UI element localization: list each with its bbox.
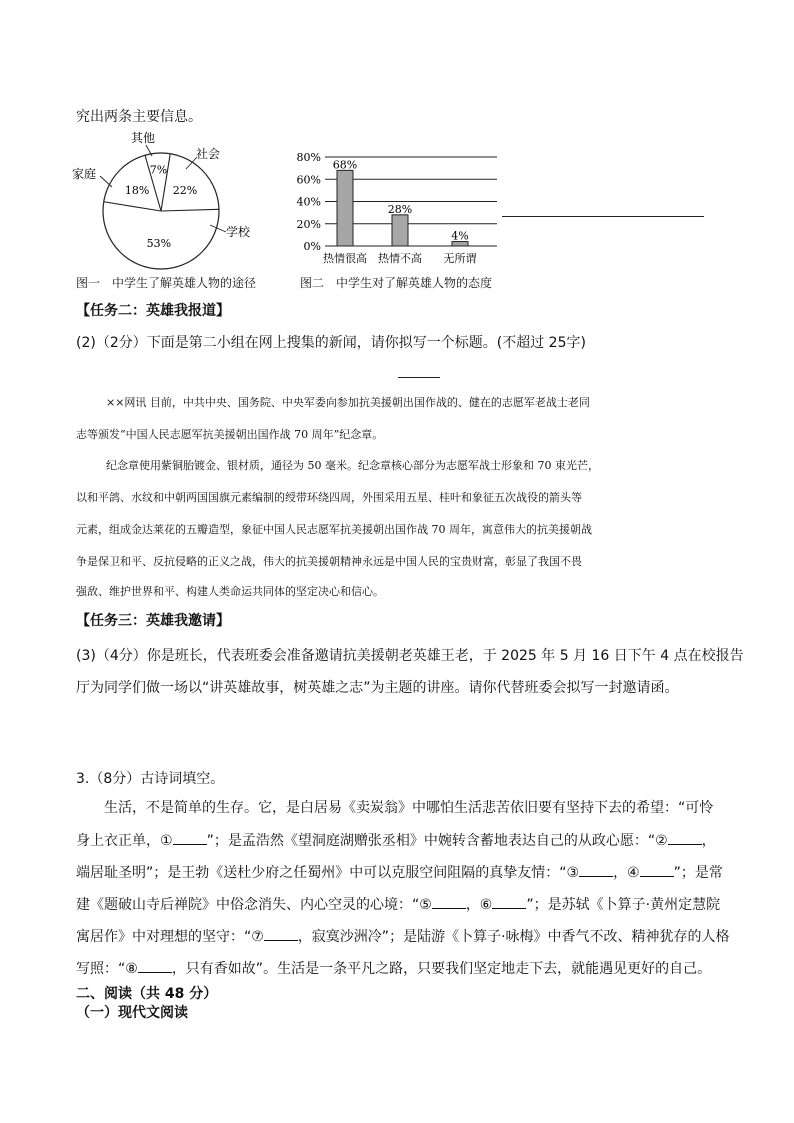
q3-line — [76, 958, 711, 978]
pie-category-label: 社会 — [196, 147, 221, 161]
pie-percent-label: 22% — [172, 183, 198, 197]
x-tick-label: 热情不高 — [378, 252, 422, 265]
q3-text: 建《题破山寺后禅院》中俗念消失、内心空灵的心境：“⑤ — [76, 897, 432, 913]
x-tick-label: 无所谓 — [443, 252, 477, 265]
q3-line: 生活，不是简单的生存。它，是白居易《卖炭翁》中哪怕生活悲苦依旧要有坚持下去的希望：“可怜 — [104, 800, 714, 816]
blank-5[interactable] — [432, 894, 466, 909]
intro-line: 究出两条主要信息。 — [76, 109, 202, 125]
q3-text: 寓居作》中对理想的坚守：“⑦ — [76, 929, 264, 945]
section2-heading: 二、阅读（共 48 分） — [76, 986, 218, 1002]
q3-text: 身上衣正单，① — [76, 833, 173, 849]
news-line: 纪念章使用紫铜胎镀金、银材质，通径为 50 毫米。纪念章核心部分为志愿军战士形象和 70 束光芒， — [106, 459, 599, 472]
q3-text: ”；是常 — [673, 865, 723, 881]
pie-category-label: 学校 — [226, 225, 251, 239]
blank-1[interactable] — [173, 830, 207, 845]
q3-text: ，④ — [613, 865, 640, 881]
pie-percent-label: 18% — [124, 183, 150, 197]
pie-leader-line — [100, 176, 112, 187]
task2-question: （2分）下面是第二小组在网上搜集的新闻，请你拟写一个标题。(不超过 25字) — [95, 335, 586, 351]
pie-category-label: 其他 — [131, 131, 156, 145]
blank-2[interactable] — [668, 830, 702, 845]
pie-percent-label: 53% — [146, 236, 172, 250]
q3-text: ”；是苏轼《卜算子·黄州定慧院 — [526, 897, 721, 913]
pie-percent-label: 7% — [149, 163, 168, 177]
news-line: 元素，组成金达莱花的五瓣造型，象征中国人民志愿军抗美援朝出国作战 70 周年，寓意伟大的抗美援朝战 — [76, 523, 592, 536]
q3-line — [76, 830, 716, 850]
bar-data-label: 28% — [387, 202, 413, 216]
bar — [337, 170, 353, 246]
q3-text: ，寂寞沙洲冷”；是陆游《卜算子·咏梅》中香气不改、精神犹存的人格 — [297, 929, 730, 945]
bar-data-label: 4% — [451, 229, 469, 243]
news-line: ××网讯 目前，中共中央、国务院、中央军委向参加抗美援朝出国作战的、健在的志愿军老战士老同 — [106, 396, 590, 409]
q3-text: ， — [701, 833, 716, 849]
task3-heading: 【任务三：英雄我邀请】 — [76, 613, 230, 629]
bar-data-label: 68% — [332, 158, 358, 172]
blank-8[interactable] — [138, 958, 172, 973]
q3-text: 写照：“⑧ — [76, 961, 138, 977]
y-tick-label: 40% — [296, 195, 321, 209]
bar-bars — [323, 158, 477, 265]
news-line: 争是保卫和平、反抗侵略的正义之战，伟大的抗美援朝精神永远是中国人民的宝贵财富，彰显了我国不畏 — [76, 555, 582, 568]
news-line: 强敌、维护世界和平、构建人类命运共同体的坚定决心和信心。 — [76, 585, 384, 598]
q3-line — [76, 894, 720, 914]
pie-category-label: 家庭 — [72, 167, 97, 181]
y-tick-label: 20% — [296, 217, 321, 231]
q3-line — [76, 862, 723, 882]
y-tick-label: 80% — [296, 151, 321, 164]
blank-4[interactable] — [640, 862, 674, 877]
q3-line — [76, 926, 730, 946]
q3-text: ，⑥ — [465, 897, 493, 913]
q3-text: 端居耻圣明”；是王勃《送杜少府之任蜀州》中可以克服空间阻隔的真挚友情：“③ — [76, 865, 580, 881]
blank-7[interactable] — [264, 926, 298, 941]
blank-3[interactable] — [579, 862, 613, 877]
bar-chart — [290, 145, 505, 270]
bar — [392, 215, 408, 246]
bar-caption: 图二 中学生对了解英雄人物的态度 — [300, 276, 493, 290]
pie-caption: 图一 中学生了解英雄人物的途径 — [76, 276, 257, 290]
x-tick-label: 热情很高 — [323, 252, 367, 265]
answer-line[interactable] — [502, 216, 704, 217]
q3-text: ，只有香如故”。生活是一条平凡之路，只要我们坚定地走下去，就能遇见更好的自己。 — [171, 961, 712, 977]
q3-text: ”；是孟浩然《望洞庭湖赠张丞相》中婉转含蓄地表达自己的从政心愿：“② — [206, 833, 668, 849]
task2-question-num: (2) — [76, 335, 96, 351]
task2-heading: 【任务二：英雄我报道】 — [76, 303, 230, 319]
news-line: 以和平鸽、水纹和中朝两国国旗元素编制的绶带环绕四周，外围采用五星、桂叶和象征五次战役的箭头等 — [76, 491, 582, 504]
blank-6[interactable] — [492, 894, 526, 909]
pie-chart — [64, 124, 264, 299]
y-tick-label: 0% — [303, 240, 321, 253]
q3-title: 3.（8分）古诗词填空。 — [76, 771, 225, 787]
news-line: 志等颁发“中国人民志愿军抗美援朝出国作战 70 周年”纪念章。 — [76, 428, 384, 441]
task3-line: (3)（4分）你是班长，代表班委会准备邀请抗美援朝老英雄王老，于 2025 年 5 月 16 日下午 4 点在校报告 — [76, 648, 744, 664]
task3-line: 厅为同学们做一场以“讲英雄故事，树英雄之志”为主题的讲座。请你代替班委会拟写一封邀请函。 — [76, 680, 679, 696]
title-blank[interactable] — [398, 377, 440, 378]
section2-sub: （一）现代文阅读 — [76, 1005, 188, 1021]
y-tick-label: 60% — [296, 173, 321, 187]
